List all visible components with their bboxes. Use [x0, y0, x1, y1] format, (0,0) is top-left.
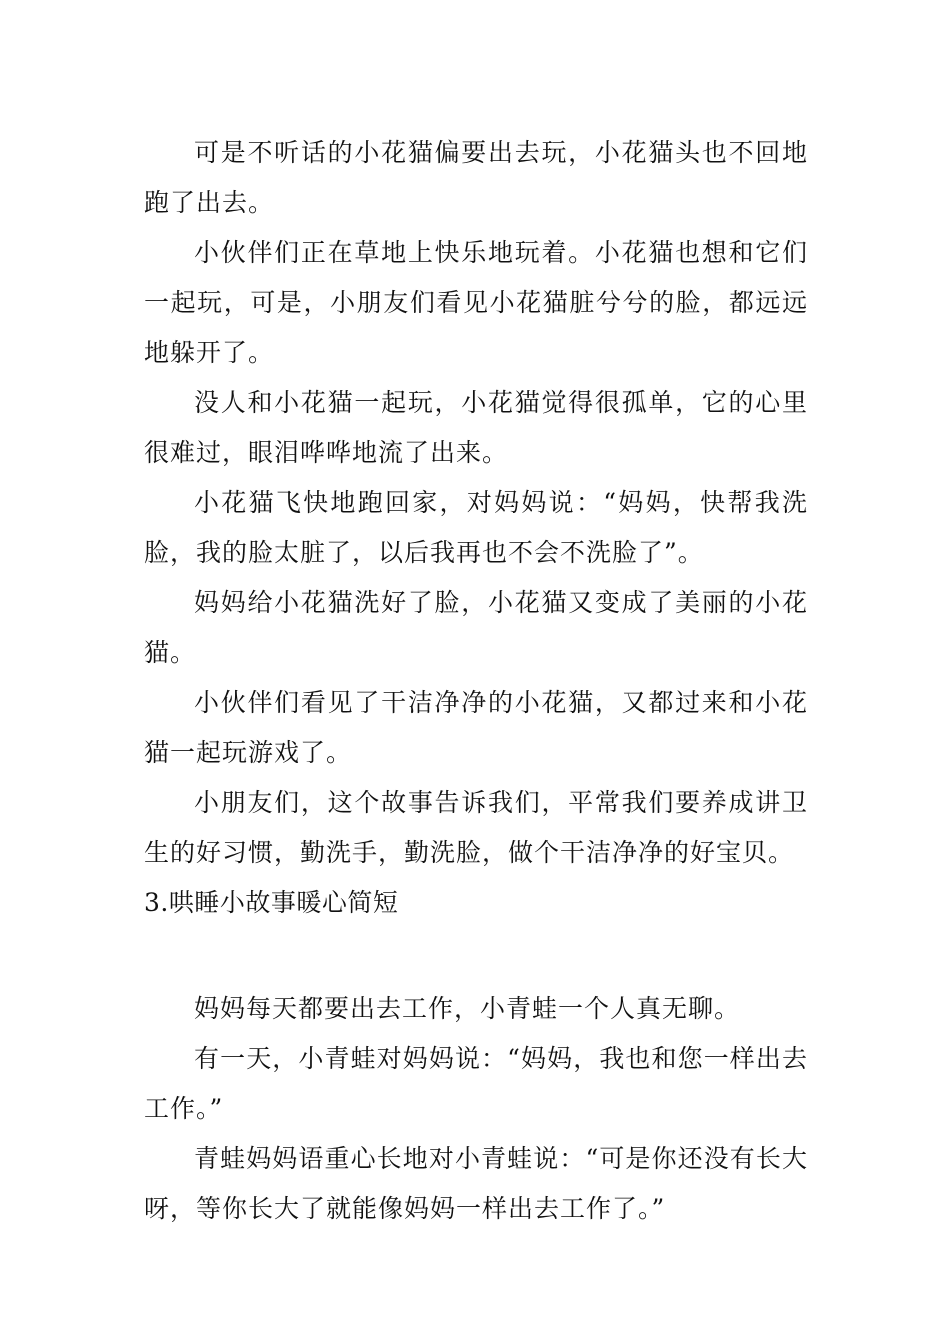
paragraph: 青蛙妈妈语重心长地对小青蛙说：“可是你还没有长大呀，等你长大了就能像妈妈一样出去工作了。”: [144, 1144, 808, 1223]
paragraph: 有一天，小青蛙对妈妈说：“妈妈，我也和您一样出去工作。”: [144, 1044, 808, 1123]
paragraph: 小朋友们，这个故事告诉我们，平常我们要养成讲卫生的好习惯，勤洗手，勤洗脸，做个干洁净净的好宝贝。: [144, 788, 808, 867]
paragraph: 小花猫飞快地跑回家，对妈妈说：“妈妈，快帮我洗脸，我的脸太脏了，以后我再也不会不洗脸了”。: [144, 488, 808, 567]
section-heading: 3.哄睡小故事暖心简短: [144, 888, 399, 917]
paragraph: 可是不听话的小花猫偏要出去玩，小花猫头也不回地跑了出去。: [144, 138, 808, 217]
document-body: [144, 128, 808, 1234]
paragraph: 小伙伴们看见了干洁净净的小花猫，又都过来和小花猫一起玩游戏了。: [144, 688, 808, 767]
paragraph: 小伙伴们正在草地上快乐地玩着。小花猫也想和它们一起玩，可是，小朋友们看见小花猫脏兮兮的脸，都远远地躲开了。: [144, 238, 808, 367]
paragraph: 没人和小花猫一起玩，小花猫觉得很孤单，它的心里很难过，眼泪哗哗地流了出来。: [144, 388, 808, 467]
paragraph: 妈妈每天都要出去工作，小青蛙一个人真无聊。: [194, 994, 741, 1023]
section-gap: [144, 928, 808, 984]
paragraph: 妈妈给小花猫洗好了脸，小花猫又变成了美丽的小花猫。: [144, 588, 808, 667]
